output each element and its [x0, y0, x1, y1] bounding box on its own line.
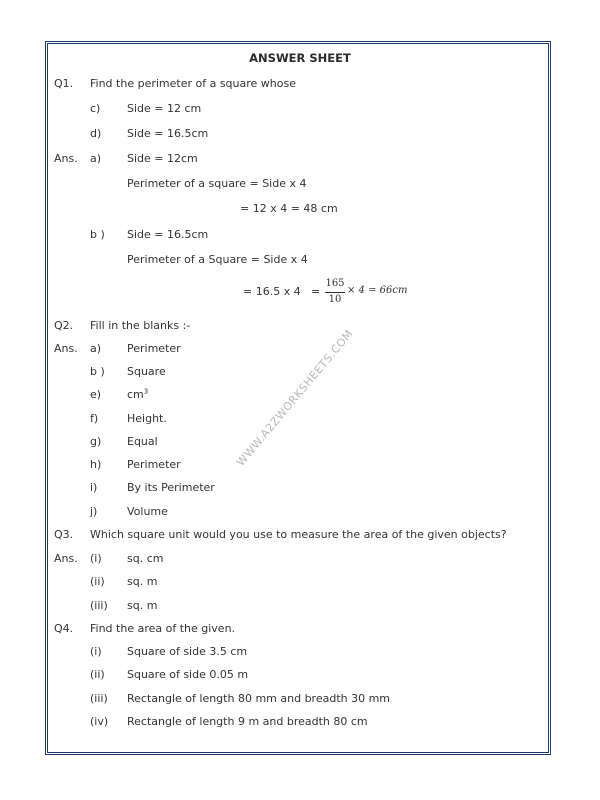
q4-item-text: Square of side 0.05 m: [127, 668, 249, 681]
q2-ans-prefix: Ans.: [54, 342, 78, 355]
q4-item-label: (i): [90, 645, 102, 658]
q3-number: Q3.: [54, 528, 74, 541]
q1-ans-prefix: Ans.: [54, 152, 78, 165]
fraction-expression: [325, 278, 415, 310]
fraction-denominator: 10: [328, 294, 342, 305]
q1-ans-b-side: Side = 16.5cm: [127, 228, 209, 241]
q2-answer-label: b ): [90, 365, 105, 378]
q4-item-text: Rectangle of length 9 m and breadth 80 cm: [127, 715, 368, 728]
q1-ans-a-line1: Perimeter of a square = Side x 4: [127, 177, 307, 190]
q4-item-text: Square of side 3.5 cm: [127, 645, 248, 658]
q3-answer-label: (iii): [90, 599, 108, 612]
q4-item-label: (iv): [90, 715, 109, 728]
q2-answer-label: h): [90, 458, 102, 471]
q2-number: Q2.: [54, 319, 74, 332]
fraction-numerator: 165: [325, 278, 345, 289]
q1-text: Find the perimeter of a square whose: [90, 77, 296, 90]
q3-answer-label: (i): [90, 552, 102, 565]
q1-part-text: Side = 12 cm: [127, 102, 202, 115]
q2-answer-text: By its Perimeter: [127, 481, 215, 494]
q3-ans-prefix: Ans.: [54, 552, 78, 565]
q2-answer-text: Perimeter: [127, 458, 181, 471]
q1-ans-b-line2: = 16.5 x 4: [243, 285, 301, 298]
q4-item-label: (iii): [90, 692, 108, 705]
q4-item-label: (ii): [90, 668, 105, 681]
q1-part-text: Side = 16.5cm: [127, 127, 209, 140]
q1-part-label: d): [90, 127, 102, 140]
q3-text: Which square unit would you use to measure the area of the given objects?: [90, 528, 507, 541]
q1-part-label: c): [90, 102, 101, 115]
unit-text: cm: [127, 388, 144, 401]
q1-number: Q1.: [54, 77, 74, 90]
q1-ans-b-label: b ): [90, 228, 105, 241]
page-title: ANSWER SHEET: [249, 51, 351, 65]
q2-answer-label: e): [90, 388, 102, 401]
q2-answer-label: i): [90, 481, 98, 494]
q4-item-text: Rectangle of length 80 mm and breadth 30 mm: [127, 692, 391, 705]
q2-answer-text: [127, 388, 148, 402]
fraction-result: × 4 = 66cm: [347, 285, 408, 296]
q1-ans-a-line2: = 12 x 4 = 48 cm: [240, 202, 338, 215]
q2-answer-text: Square: [127, 365, 166, 378]
q1-ans-b-equals: =: [311, 285, 321, 298]
q3-answer-text: sq. m: [127, 575, 158, 588]
q3-answer-label: (ii): [90, 575, 105, 588]
q2-answer-text: Equal: [127, 435, 158, 448]
q2-answer-label: g): [90, 435, 102, 448]
q2-text: Fill in the blanks :-: [90, 319, 191, 332]
q2-answer-label: j): [90, 505, 98, 518]
watermark: WWW.A2ZWORKSHEETS.COM: [234, 327, 356, 469]
unit-exponent: 3: [143, 387, 149, 396]
q4-text: Find the area of the given.: [90, 622, 236, 635]
fraction-bar: [325, 292, 345, 293]
q1-ans-a-side: Side = 12cm: [127, 152, 198, 165]
q2-answer-text: Perimeter: [127, 342, 181, 355]
q4-number: Q4.: [54, 622, 74, 635]
q3-answer-text: sq. m: [127, 599, 158, 612]
q1-ans-b-line1: Perimeter of a Square = Side x 4: [127, 253, 308, 266]
q2-answer-text: Height.: [127, 412, 167, 425]
q3-answer-text: sq. cm: [127, 552, 164, 565]
q2-answer-label: a): [90, 342, 102, 355]
q2-answer-label: f): [90, 412, 99, 425]
q2-answer-text: Volume: [127, 505, 168, 518]
q1-ans-a-label: a): [90, 152, 102, 165]
